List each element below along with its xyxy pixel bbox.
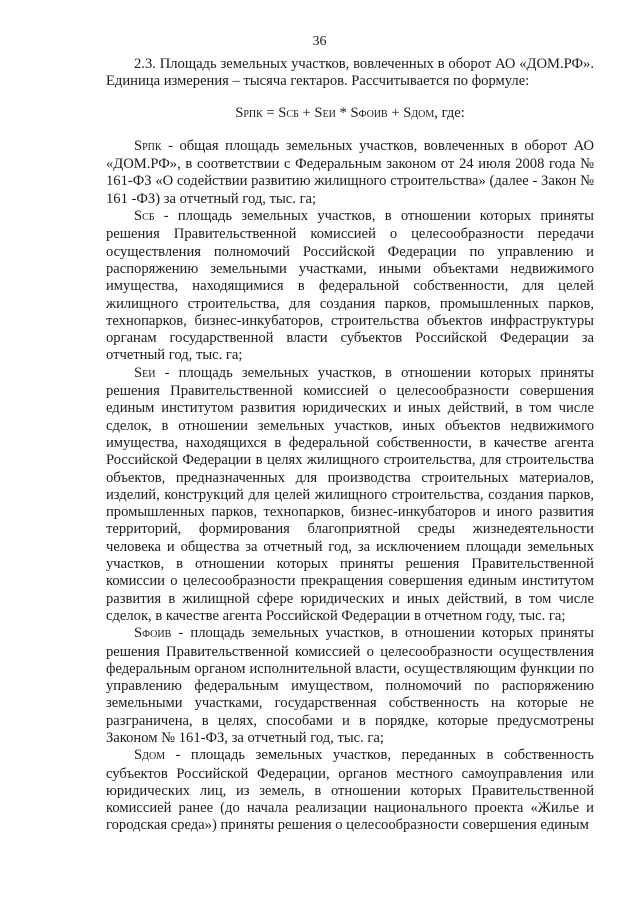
formula <box>106 105 594 123</box>
formula-term2-subscript: ЕИ <box>322 108 336 120</box>
page-number: 36 <box>312 34 327 49</box>
definition-symbol: S <box>134 747 143 764</box>
formula-term2-symbol: S <box>314 104 323 121</box>
definition-text: - площадь земельных участков, в отношении которых приняты решения Правительственной комиссией о целесообразности осуществления федеральным органом исполнительной власти, осуществляющим функции по управлению федеральным имуществом, полномочий по распоряжению земельными участками, государственная собственность на которые не разграничена, в целях, способами и в порядке, которые предусмотрены Законом № 161-ФЗ, за отчетный год, тыс. га; <box>106 625 594 746</box>
definition-s-ei <box>106 365 594 625</box>
definition-subscript: РПК <box>142 141 162 153</box>
formula-term4-subscript: ДОМ <box>411 108 435 120</box>
formula-term3-subscript: ФОИВ <box>358 108 388 120</box>
definition-subscript: ФОИВ <box>142 629 172 641</box>
section-heading: 2.3. Площадь земельных участков, вовлеченных в оборот АО «ДОМ.РФ». Единица измерения – тысяча гектаров. Рассчитывается по формуле: <box>106 56 594 90</box>
definition-symbol: S <box>134 625 143 642</box>
definition-subscript: ДОМ <box>142 751 166 763</box>
definition-symbol: S <box>134 208 143 225</box>
formula-tail: , где: <box>434 104 465 121</box>
definition-symbol: S <box>134 137 143 154</box>
formula-lhs-symbol: S <box>235 104 244 121</box>
formula-term1-symbol: S <box>278 104 287 121</box>
formula-lhs-subscript: РПК <box>243 108 263 120</box>
page-content <box>106 56 594 835</box>
definition-s-dom <box>106 747 594 834</box>
definition-s-foiv <box>106 625 594 747</box>
formula-term3-symbol: S <box>350 104 359 121</box>
definition-subscript: СБ <box>142 212 155 224</box>
definition-subscript: ЕИ <box>142 368 156 380</box>
formula-plus-2: + <box>387 104 404 121</box>
formula-equals: = <box>262 104 279 121</box>
formula-term1-subscript: СБ <box>286 108 299 120</box>
formula-plus-1: + <box>298 104 315 121</box>
definition-s-rpk <box>106 138 594 208</box>
definition-text: - площадь земельных участков, в отношении которых приняты решения Правительственной комиссией о целесообразности совершения единым институтом развития юридических и иных действий, в том числе сделок, в отношении земельных участков, иных объектов недвижимого имущества, находящихся в федеральной собственности, в качестве агента Российской Федерации в целях жилищного строительства, для строительства объектов, предназначенных для производства строительных материалов, изделий, конструкций для целей жилищного строительства, создания парков, промышленных парков, технопарков, бизнес-инкубаторов и иного развития территорий, формирования благоприятной среды жизнедеятельности человека и общества за отчетный год, за исключением площади земельных участков, в отношении которых приняты решения Правительственной комиссии о целесообразности прекращения совершения единым институтом развития в жилищной сфере юридических и иных действий, в том числе сделок, в качестве агента Российской Федерации в отчетном году, тыс. га; <box>106 364 594 624</box>
formula-term4-symbol: S <box>403 104 412 121</box>
definition-text: - площадь земельных участков, переданных в собственность субъектов Российской Федерации, органов местного самоуправления или юридических лиц, из земель, в отношении которых Правительственной комиссией ранее (до начала реализации национального проекта «Жилье и городская среда») приняты решения о целесообразности совершения единым <box>106 747 594 834</box>
definition-s-sb <box>106 208 594 365</box>
definition-text: - общая площадь земельных участков, вовлеченных в оборот АО «ДОМ.РФ», в соответствии с Федеральным законом от 24 июля 2008 года № 161-ФЗ «О содействии развитию жилищного строительства» (далее - Закон № 161 -ФЗ) за отчетный год, тыс. га; <box>106 137 594 207</box>
definition-text: - площадь земельных участков, в отношении которых приняты решения Правительственной комиссией о целесообразности передачи осуществления полномочий Российской Федерации по управлению и распоряжению земельными участками, иными объектами недвижимого имущества, находящимися в федеральной собственности, для целей жилищного строительства, для создания парков, промышленных парков, технопарков, бизнес-инкубаторов, строительства объектов инфраструктуры органам государственной власти субъектов Российской Федерации за отчетный год, тыс. га; <box>106 208 594 364</box>
formula-times: * <box>335 104 351 121</box>
definition-symbol: S <box>134 364 143 381</box>
